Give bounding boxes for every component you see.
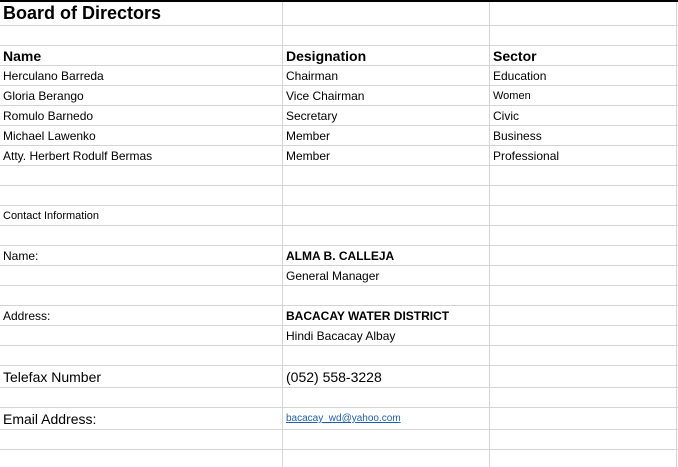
address-label[interactable]: Address: bbox=[3, 308, 51, 323]
director-designation[interactable]: Vice Chairman bbox=[286, 88, 365, 103]
table-row bbox=[0, 66, 678, 86]
contact-telefax-row bbox=[0, 366, 678, 388]
header-designation[interactable]: Designation bbox=[286, 47, 367, 64]
director-designation[interactable]: Secretary bbox=[286, 108, 338, 123]
director-sector[interactable]: Education bbox=[493, 68, 547, 83]
director-designation[interactable]: Chairman bbox=[286, 68, 339, 83]
director-sector[interactable]: Professional bbox=[493, 148, 560, 163]
sheet-title[interactable]: Board of Directors bbox=[3, 3, 162, 23]
director-name[interactable]: Michael Lawenko bbox=[3, 128, 96, 143]
director-sector[interactable]: Civic bbox=[493, 108, 519, 123]
address-value[interactable]: BACACAY WATER DISTRICT bbox=[286, 308, 450, 323]
table-row bbox=[0, 146, 678, 166]
contact-address2-row bbox=[0, 326, 678, 346]
telefax-value[interactable]: (052) 558-3228 bbox=[286, 368, 382, 385]
director-name[interactable]: Herculano Barreda bbox=[3, 68, 104, 83]
table-row bbox=[0, 106, 678, 126]
contact-address-row bbox=[0, 306, 678, 326]
director-name[interactable]: Atty. Herbert Rodulf Bermas bbox=[3, 148, 153, 163]
contact-name-row bbox=[0, 246, 678, 266]
director-name[interactable]: Gloria Berango bbox=[3, 88, 84, 103]
empty-row bbox=[0, 450, 678, 467]
name-label[interactable]: Name: bbox=[3, 248, 39, 263]
address-line2[interactable]: Hindi Bacacay Albay bbox=[286, 328, 396, 343]
contact-position-row bbox=[0, 266, 678, 286]
empty-row bbox=[0, 388, 678, 408]
table-row bbox=[0, 86, 678, 106]
telefax-label[interactable]: Telefax Number bbox=[3, 368, 102, 385]
table-row bbox=[0, 126, 678, 146]
director-name[interactable]: Romulo Barnedo bbox=[3, 108, 94, 123]
name-value[interactable]: ALMA B. CALLEJA bbox=[286, 248, 395, 263]
empty-row bbox=[0, 346, 678, 366]
contact-heading-row bbox=[0, 206, 678, 226]
title-row bbox=[0, 2, 678, 26]
position-value[interactable]: General Manager bbox=[286, 268, 380, 283]
empty-row bbox=[0, 226, 678, 246]
header-sector[interactable]: Sector bbox=[493, 47, 537, 64]
empty-row bbox=[0, 286, 678, 306]
contact-heading[interactable]: Contact Information bbox=[3, 209, 99, 222]
header-row bbox=[0, 46, 678, 66]
header-name[interactable]: Name bbox=[3, 47, 42, 64]
email-link[interactable]: bacacay_wd@yahoo.com bbox=[286, 413, 401, 424]
empty-row bbox=[0, 166, 678, 186]
director-sector[interactable]: Women bbox=[493, 89, 531, 102]
director-designation[interactable]: Member bbox=[286, 128, 331, 143]
contact-email-row bbox=[0, 408, 678, 430]
empty-row bbox=[0, 26, 678, 46]
director-sector[interactable]: Business bbox=[493, 128, 542, 143]
director-designation[interactable]: Member bbox=[286, 148, 331, 163]
email-label[interactable]: Email Address: bbox=[3, 410, 97, 427]
empty-row bbox=[0, 186, 678, 206]
empty-row bbox=[0, 430, 678, 450]
